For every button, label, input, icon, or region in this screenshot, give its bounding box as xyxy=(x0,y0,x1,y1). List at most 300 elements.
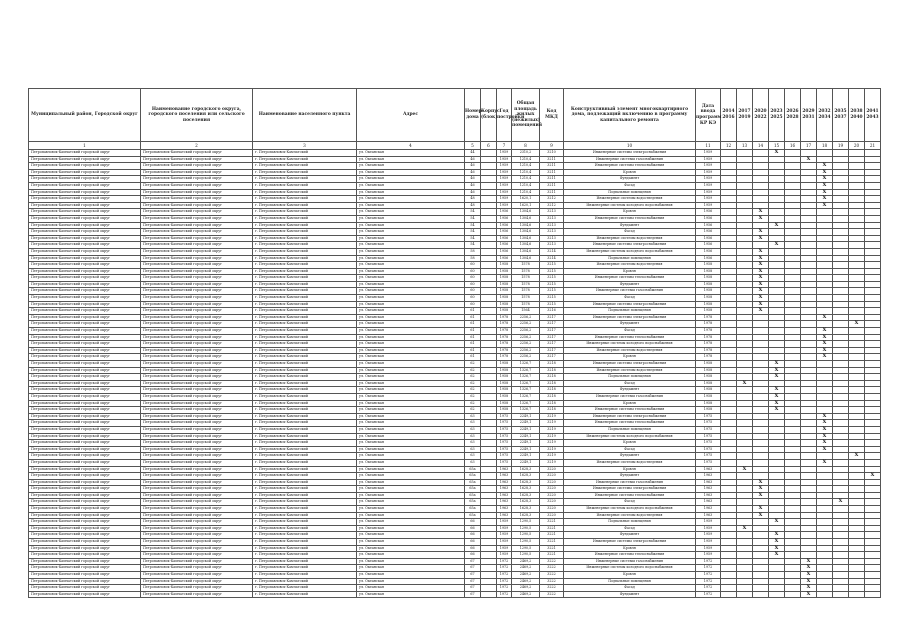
table-row xyxy=(29,506,881,513)
period-cell xyxy=(769,268,785,275)
period-cell xyxy=(785,552,801,559)
period-cell xyxy=(833,268,849,275)
structural-element-cell: Фасад xyxy=(564,182,696,189)
period-cell xyxy=(721,440,737,447)
structural-element-cell: Инженерные системы теплоснабжения xyxy=(564,275,696,282)
period-cell xyxy=(753,374,769,381)
period-cell xyxy=(833,229,849,236)
period-cell xyxy=(865,420,881,427)
period-cell xyxy=(801,275,817,282)
district-cell: Петропавловск-Камчатский городской округ xyxy=(29,506,141,513)
period-cell xyxy=(721,591,737,598)
column-header: Адрес xyxy=(357,89,465,142)
period-cell xyxy=(801,235,817,242)
house-number-cell: 67 xyxy=(465,578,481,585)
period-cell xyxy=(833,176,849,183)
column-header: Год постройки xyxy=(497,89,512,142)
period-cell xyxy=(721,572,737,579)
period-cell xyxy=(769,169,785,176)
district-cell: Петропавловск-Камчатский городской округ xyxy=(29,400,141,407)
date-cell: 1959 xyxy=(696,189,721,196)
build-year-cell: 1956 xyxy=(497,242,512,249)
area-cell: 1290,5 xyxy=(512,545,540,552)
house-number-cell: 54 xyxy=(465,215,481,222)
locality-cell: г. Петропавловск-Камчатский xyxy=(253,328,357,335)
building-block-cell xyxy=(481,407,497,414)
house-number-cell: 63 xyxy=(465,413,481,420)
period-cell xyxy=(849,486,865,493)
period-cell xyxy=(753,361,769,368)
period-cell xyxy=(753,400,769,407)
district-cell: Петропавловск-Камчатский городской округ xyxy=(29,163,141,170)
period-cell xyxy=(785,281,801,288)
build-year-cell: 1972 xyxy=(497,558,512,565)
period-cell xyxy=(737,196,753,203)
district-cell: Петропавловск-Камчатский городской округ xyxy=(29,374,141,381)
period-cell xyxy=(865,222,881,229)
settlement-cell: Петропавловск-Камчатский городской округ xyxy=(141,525,253,532)
column-number-row xyxy=(29,142,881,150)
locality-cell: г. Петропавловск-Камчатский xyxy=(253,519,357,526)
mkd-code-cell: 3221 xyxy=(540,539,564,546)
period-cell xyxy=(737,532,753,539)
date-cell: 1959 xyxy=(696,196,721,203)
address-cell: ул. Океанская xyxy=(357,532,465,539)
district-cell: Петропавловск-Камчатский городской округ xyxy=(29,262,141,269)
build-year-cell: 1956 xyxy=(497,209,512,216)
building-block-cell xyxy=(481,565,497,572)
table-row xyxy=(29,268,881,275)
date-cell: 1956 xyxy=(696,255,721,262)
period-cell xyxy=(801,262,817,269)
table-row xyxy=(29,578,881,585)
house-number-cell: 46 xyxy=(465,163,481,170)
period-cell xyxy=(737,446,753,453)
column-number: 7 xyxy=(497,142,512,150)
period-cell xyxy=(801,321,817,328)
period-cell xyxy=(833,407,849,414)
house-number-cell: 60 xyxy=(465,288,481,295)
period-cell xyxy=(721,585,737,592)
period-cell xyxy=(817,486,833,493)
period-cell xyxy=(817,539,833,546)
period-cell xyxy=(785,361,801,368)
structural-element-cell: Подвальные помещения xyxy=(564,308,696,315)
settlement-cell: Петропавловск-Камчатский городской округ xyxy=(141,552,253,559)
period-cell xyxy=(865,446,881,453)
period-cell xyxy=(801,169,817,176)
mkd-code-cell: 3217 xyxy=(540,328,564,335)
settlement-cell: Петропавловск-Камчатский городской округ xyxy=(141,163,253,170)
period-mark: X xyxy=(769,532,785,539)
district-cell: Петропавловск-Камчатский городской округ xyxy=(29,196,141,203)
build-year-cell: 1958 xyxy=(497,374,512,381)
locality-cell: г. Петропавловск-Камчатский xyxy=(253,288,357,295)
locality-cell: г. Петропавловск-Камчатский xyxy=(253,572,357,579)
build-year-cell: 1963 xyxy=(497,492,512,499)
period-cell xyxy=(817,215,833,222)
period-cell xyxy=(833,321,849,328)
period-cell xyxy=(849,288,865,295)
district-cell: Петропавловск-Камчатский городской округ xyxy=(29,255,141,262)
period-cell xyxy=(865,288,881,295)
settlement-cell: Петропавловск-Камчатский городской округ xyxy=(141,347,253,354)
building-block-cell xyxy=(481,334,497,341)
period-cell xyxy=(849,479,865,486)
mkd-code-cell: 3220 xyxy=(540,512,564,519)
locality-cell: г. Петропавловск-Камчатский xyxy=(253,209,357,216)
column-header: 2017 2019 xyxy=(737,89,753,142)
period-cell xyxy=(833,473,849,480)
period-cell xyxy=(849,413,865,420)
structural-element-cell: Подвальные помещения xyxy=(564,255,696,262)
date-cell: 1963 xyxy=(696,479,721,486)
period-cell xyxy=(737,361,753,368)
period-cell xyxy=(849,380,865,387)
table-row xyxy=(29,532,881,539)
house-number-cell: 63 xyxy=(465,433,481,440)
period-cell xyxy=(849,532,865,539)
period-cell xyxy=(849,308,865,315)
date-cell: 1978 xyxy=(696,321,721,328)
table-row xyxy=(29,295,881,302)
address-cell: ул. Океанская xyxy=(357,262,465,269)
house-number-cell: 65а xyxy=(465,506,481,513)
period-cell xyxy=(801,314,817,321)
period-cell xyxy=(785,539,801,546)
period-cell xyxy=(833,433,849,440)
period-cell xyxy=(753,163,769,170)
period-mark: X xyxy=(817,459,833,466)
column-number: 21 xyxy=(865,142,881,150)
period-cell xyxy=(769,479,785,486)
column-number: 14 xyxy=(753,142,769,150)
period-cell xyxy=(849,374,865,381)
period-cell xyxy=(769,506,785,513)
locality-cell: г. Петропавловск-Камчатский xyxy=(253,361,357,368)
period-cell xyxy=(849,565,865,572)
period-mark: X xyxy=(801,156,817,163)
period-cell xyxy=(817,519,833,526)
period-cell xyxy=(753,314,769,321)
period-cell xyxy=(833,189,849,196)
period-cell xyxy=(849,519,865,526)
house-number-cell: 65а xyxy=(465,479,481,486)
district-cell: Петропавловск-Камчатский городской округ xyxy=(29,301,141,308)
period-cell xyxy=(737,268,753,275)
period-cell xyxy=(833,295,849,302)
period-cell xyxy=(833,314,849,321)
address-cell: ул. Океанская xyxy=(357,407,465,414)
period-cell xyxy=(769,591,785,598)
house-number-cell: 54 xyxy=(465,242,481,249)
area-cell: 1628,3 xyxy=(512,492,540,499)
period-cell xyxy=(753,380,769,387)
locality-cell: г. Петропавловск-Камчатский xyxy=(253,189,357,196)
period-cell xyxy=(785,202,801,209)
district-cell: Петропавловск-Камчатский городской округ xyxy=(29,215,141,222)
structural-element-cell: Фасад xyxy=(564,525,696,532)
mkd-code-cell: 3219 xyxy=(540,433,564,440)
district-cell: Петропавловск-Камчатский городской округ xyxy=(29,268,141,275)
table-row xyxy=(29,591,881,598)
house-number-cell: 61 xyxy=(465,308,481,315)
period-cell xyxy=(753,532,769,539)
build-year-cell: 1958 xyxy=(497,301,512,308)
period-cell xyxy=(817,301,833,308)
period-cell xyxy=(833,420,849,427)
house-number-cell: 62 xyxy=(465,367,481,374)
period-mark: X xyxy=(769,393,785,400)
period-mark: X xyxy=(769,242,785,249)
district-cell: Петропавловск-Камчатский городской округ xyxy=(29,572,141,579)
building-block-cell xyxy=(481,209,497,216)
period-cell xyxy=(849,367,865,374)
date-cell: 1975 xyxy=(696,426,721,433)
address-cell: ул. Океанская xyxy=(357,512,465,519)
building-block-cell xyxy=(481,380,497,387)
period-cell xyxy=(785,262,801,269)
building-block-cell xyxy=(481,420,497,427)
mkd-code-cell: 3220 xyxy=(540,486,564,493)
district-cell: Петропавловск-Камчатский городской округ xyxy=(29,288,141,295)
locality-cell: г. Петропавловск-Камчатский xyxy=(253,176,357,183)
column-header: Наименование городского округа, городского поселения или сельского поселения xyxy=(141,89,253,142)
period-cell xyxy=(833,215,849,222)
table-row xyxy=(29,519,881,526)
period-cell xyxy=(785,328,801,335)
build-year-cell: 1978 xyxy=(497,347,512,354)
period-cell xyxy=(865,196,881,203)
table-row xyxy=(29,407,881,414)
period-cell xyxy=(849,393,865,400)
mkd-code-cell: 3218 xyxy=(540,400,564,407)
period-cell xyxy=(865,572,881,579)
settlement-cell: Петропавловск-Камчатский городской округ xyxy=(141,374,253,381)
period-cell xyxy=(849,426,865,433)
period-cell xyxy=(785,229,801,236)
house-number-cell: 66 xyxy=(465,532,481,539)
build-year-cell: 1975 xyxy=(497,426,512,433)
period-cell xyxy=(769,499,785,506)
structural-element-cell: Фундамент xyxy=(564,222,696,229)
build-year-cell: 1959 xyxy=(497,169,512,176)
area-cell: 1578 xyxy=(512,281,540,288)
period-cell xyxy=(865,453,881,460)
build-year-cell: 1959 xyxy=(497,525,512,532)
address-cell: ул. Океанская xyxy=(357,295,465,302)
address-cell: ул. Океанская xyxy=(357,334,465,341)
period-cell xyxy=(865,440,881,447)
house-number-cell: 66 xyxy=(465,525,481,532)
table-row xyxy=(29,242,881,249)
table-row xyxy=(29,440,881,447)
date-cell: 1959 xyxy=(696,182,721,189)
period-cell xyxy=(865,545,881,552)
period-cell xyxy=(865,367,881,374)
period-cell xyxy=(721,156,737,163)
date-cell: 1958 xyxy=(696,374,721,381)
area-cell: 1290,5 xyxy=(512,519,540,526)
settlement-cell: Петропавловск-Камчатский городской округ xyxy=(141,440,253,447)
address-cell: ул. Океанская xyxy=(357,328,465,335)
date-cell: 1959 xyxy=(696,163,721,170)
locality-cell: г. Петропавловск-Камчатский xyxy=(253,301,357,308)
period-cell xyxy=(833,255,849,262)
period-cell xyxy=(785,565,801,572)
area-cell: 1304,6 xyxy=(512,235,540,242)
locality-cell: г. Петропавловск-Камчатский xyxy=(253,506,357,513)
area-cell: 2249,1 xyxy=(512,446,540,453)
building-block-cell xyxy=(481,426,497,433)
house-number-cell: 61 xyxy=(465,354,481,361)
period-cell xyxy=(785,163,801,170)
period-mark: X xyxy=(817,169,833,176)
period-cell xyxy=(833,163,849,170)
period-cell xyxy=(833,393,849,400)
table-row xyxy=(29,215,881,222)
structural-element-cell: Фундамент xyxy=(564,176,696,183)
period-cell xyxy=(785,334,801,341)
table-row xyxy=(29,189,881,196)
period-cell xyxy=(785,176,801,183)
period-cell xyxy=(849,459,865,466)
house-number-cell: 54 xyxy=(465,209,481,216)
house-number-cell: 67 xyxy=(465,591,481,598)
period-cell xyxy=(785,380,801,387)
area-cell: 1210,4 xyxy=(512,163,540,170)
building-block-cell xyxy=(481,182,497,189)
period-mark: X xyxy=(817,446,833,453)
address-cell: ул. Океанская xyxy=(357,558,465,565)
period-cell xyxy=(817,585,833,592)
settlement-cell: Петропавловск-Камчатский городской округ xyxy=(141,215,253,222)
build-year-cell: 1959 xyxy=(497,176,512,183)
period-mark: X xyxy=(849,453,865,460)
settlement-cell: Петропавловск-Камчатский городской округ xyxy=(141,512,253,519)
period-mark: X xyxy=(753,281,769,288)
period-cell xyxy=(737,334,753,341)
period-cell xyxy=(737,433,753,440)
period-cell xyxy=(865,308,881,315)
period-cell xyxy=(721,314,737,321)
mkd-code-cell: 3219 xyxy=(540,453,564,460)
period-mark: X xyxy=(817,354,833,361)
build-year-cell: 1958 xyxy=(497,361,512,368)
period-cell xyxy=(817,262,833,269)
building-block-cell xyxy=(481,552,497,559)
address-cell: ул. Океанская xyxy=(357,314,465,321)
house-number-cell: 54 xyxy=(465,222,481,229)
period-cell xyxy=(737,367,753,374)
locality-cell: г. Петропавловск-Камчатский xyxy=(253,512,357,519)
locality-cell: г. Петропавловск-Камчатский xyxy=(253,407,357,414)
mkd-code-cell: 3221 xyxy=(540,532,564,539)
district-cell: Петропавловск-Камчатский городской округ xyxy=(29,176,141,183)
period-cell xyxy=(785,215,801,222)
period-cell xyxy=(721,169,737,176)
period-cell xyxy=(753,150,769,157)
house-number-cell: 63 xyxy=(465,440,481,447)
house-number-cell: 62 xyxy=(465,400,481,407)
period-cell xyxy=(833,512,849,519)
period-cell xyxy=(753,189,769,196)
period-cell xyxy=(801,341,817,348)
period-cell xyxy=(769,314,785,321)
period-cell xyxy=(865,585,881,592)
building-block-cell xyxy=(481,440,497,447)
period-cell xyxy=(849,295,865,302)
table-row xyxy=(29,301,881,308)
structural-element-cell: Инженерные системы холодного водоснабжения xyxy=(564,433,696,440)
column-number: 19 xyxy=(833,142,849,150)
period-cell xyxy=(817,361,833,368)
settlement-cell: Петропавловск-Камчатский городской округ xyxy=(141,248,253,255)
period-cell xyxy=(801,400,817,407)
period-cell xyxy=(849,341,865,348)
structural-element-cell: Инженерные системы теплоснабжения xyxy=(564,334,696,341)
period-cell xyxy=(769,433,785,440)
build-year-cell: 1963 xyxy=(497,499,512,506)
period-cell xyxy=(769,572,785,579)
period-cell xyxy=(865,552,881,559)
district-cell: Петропавловск-Камчатский городской округ xyxy=(29,459,141,466)
structural-element-cell: Кровля xyxy=(564,209,696,216)
period-cell xyxy=(721,248,737,255)
building-block-cell xyxy=(481,539,497,546)
district-cell: Петропавловск-Камчатский городской округ xyxy=(29,466,141,473)
mkd-code-cell: 3213 xyxy=(540,242,564,249)
locality-cell: г. Петропавловск-Камчатский xyxy=(253,229,357,236)
period-cell xyxy=(833,525,849,532)
house-number-cell: 62 xyxy=(465,407,481,414)
column-number: 5 xyxy=(465,142,481,150)
period-cell xyxy=(801,499,817,506)
mkd-code-cell: 3222 xyxy=(540,558,564,565)
build-year-cell: 1958 xyxy=(497,380,512,387)
address-cell: ул. Океанская xyxy=(357,591,465,598)
locality-cell: г. Петропавловск-Камчатский xyxy=(253,314,357,321)
address-cell: ул. Океанская xyxy=(357,486,465,493)
address-cell: ул. Океанская xyxy=(357,215,465,222)
structural-element-cell: Фундамент xyxy=(564,321,696,328)
period-cell xyxy=(849,433,865,440)
period-cell xyxy=(849,196,865,203)
period-cell xyxy=(865,506,881,513)
period-cell xyxy=(753,393,769,400)
locality-cell: г. Петропавловск-Камчатский xyxy=(253,565,357,572)
period-cell xyxy=(769,281,785,288)
structural-element-cell: Фундамент xyxy=(564,591,696,598)
period-cell xyxy=(849,552,865,559)
locality-cell: г. Петропавловск-Камчатский xyxy=(253,341,357,348)
structural-element-cell: Инженерные системы теплоснабжения xyxy=(564,407,696,414)
period-cell xyxy=(785,301,801,308)
period-cell xyxy=(753,453,769,460)
structural-element-cell: Инженерные системы холодного водоснабжения xyxy=(564,202,696,209)
period-cell xyxy=(721,387,737,394)
mkd-code-cell: 3216 xyxy=(540,308,564,315)
mkd-code-cell: 3221 xyxy=(540,519,564,526)
period-mark: X xyxy=(753,479,769,486)
locality-cell: г. Петропавловск-Камчатский xyxy=(253,334,357,341)
settlement-cell: Петропавловск-Камчатский городской округ xyxy=(141,361,253,368)
structural-element-cell: Фасад xyxy=(564,499,696,506)
period-cell xyxy=(833,248,849,255)
period-cell xyxy=(849,473,865,480)
mkd-code-cell: 3218 xyxy=(540,361,564,368)
building-block-cell xyxy=(481,288,497,295)
